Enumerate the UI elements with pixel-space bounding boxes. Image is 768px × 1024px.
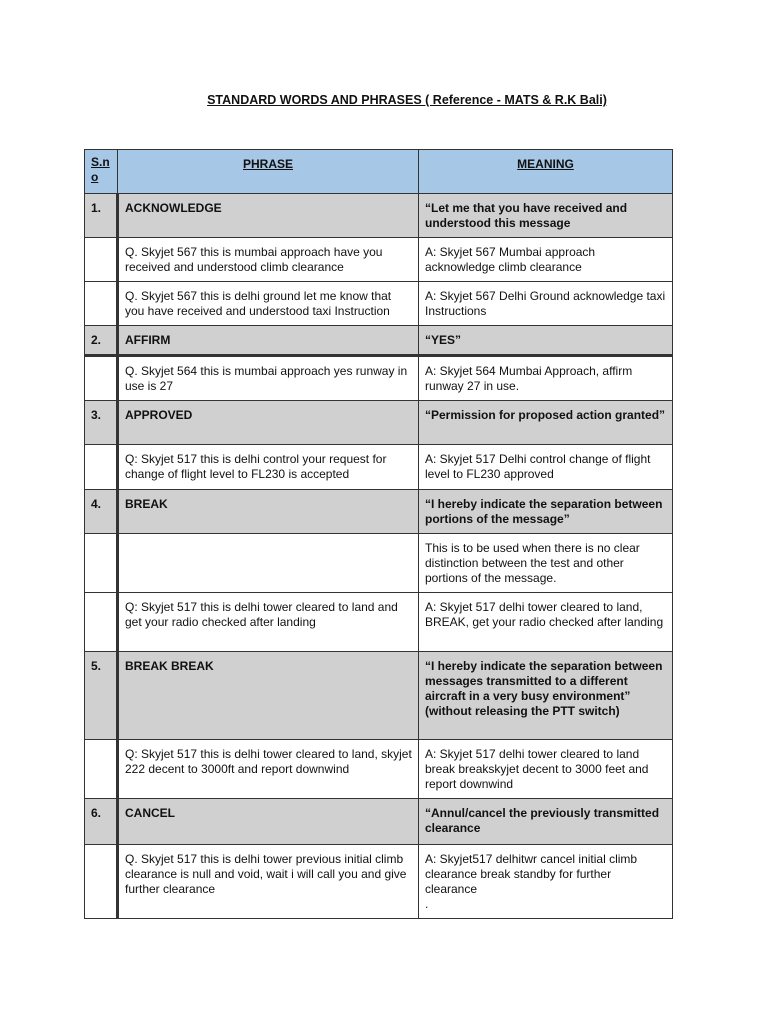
cell-sno: 6. — [85, 799, 118, 845]
cell-sno — [85, 445, 118, 490]
cell-phrase: BREAK BREAK — [118, 652, 419, 740]
cell-sno: 3. — [85, 401, 118, 445]
cell-phrase: BREAK — [118, 490, 419, 534]
example-row — [85, 534, 673, 593]
cell-sno: 2. — [85, 326, 118, 356]
cell-sno: 4. — [85, 490, 118, 534]
cell-meaning: A: Skyjet517 delhitwr cancel initial climb clearance break standby for further clearance . — [419, 845, 673, 919]
header-meaning: MEANING — [419, 150, 673, 194]
cell-sno — [85, 593, 118, 652]
cell-phrase: Q. Skyjet 567 this is mumbai approach have you received and understood climb clearance — [118, 238, 419, 282]
cell-meaning: “Annul/cancel the previously transmitted clearance — [419, 799, 673, 845]
example-row — [85, 445, 673, 490]
cell-phrase: ACKNOWLEDGE — [118, 194, 419, 238]
example-row — [85, 845, 673, 919]
table-body — [85, 194, 673, 919]
phrase-heading-row — [85, 194, 673, 238]
cell-sno — [85, 740, 118, 799]
document-title: STANDARD WORDS AND PHRASES ( Reference - MATS & R.K Bali) — [207, 93, 607, 107]
cell-meaning: A: Skyjet 567 Delhi Ground acknowledge taxi Instructions — [419, 282, 673, 326]
phrase-heading-row — [85, 401, 673, 445]
example-row — [85, 282, 673, 326]
cell-meaning: “Let me that you have received and understood this message — [419, 194, 673, 238]
cell-phrase: Q: Skyjet 517 this is delhi tower cleared to land and get your radio checked after landing — [118, 593, 419, 652]
cell-phrase: AFFIRM — [118, 326, 419, 356]
phrase-heading-row — [85, 326, 673, 356]
cell-phrase: Q: Skyjet 517 this is delhi tower cleared to land, skyjet 222 decent to 3000ft and report downwind — [118, 740, 419, 799]
cell-sno — [85, 845, 118, 919]
cell-meaning: “I hereby indicate the separation between portions of the message” — [419, 490, 673, 534]
header-sno: S.n o — [85, 150, 118, 194]
cell-sno: 1. — [85, 194, 118, 238]
cell-sno — [85, 238, 118, 282]
cell-sno — [85, 356, 118, 401]
phrase-heading-row — [85, 799, 673, 845]
phrase-heading-row — [85, 652, 673, 740]
cell-phrase: Q. Skyjet 517 this is delhi tower previous initial climb clearance is null and void, wait i will call you and give further clearance — [118, 845, 419, 919]
cell-meaning: “YES” — [419, 326, 673, 356]
cell-sno — [85, 282, 118, 326]
table-header-row — [85, 150, 673, 194]
header-phrase: PHRASE — [118, 150, 419, 194]
cell-phrase: Q. Skyjet 567 this is delhi ground let me know that you have received and understood taxi Instruction — [118, 282, 419, 326]
example-row — [85, 356, 673, 401]
cell-meaning: This is to be used when there is no clear distinction between the test and other portions of the message. — [419, 534, 673, 593]
cell-meaning: A: Skyjet 517 delhi tower cleared to land, BREAK, get your radio checked after landing — [419, 593, 673, 652]
example-row — [85, 593, 673, 652]
cell-meaning: A: Skyjet 564 Mumbai Approach, affirm runway 27 in use. — [419, 356, 673, 401]
cell-meaning: A: Skyjet 567 Mumbai approach acknowledge climb clearance — [419, 238, 673, 282]
cell-meaning: “I hereby indicate the separation between messages transmitted to a different aircraft in a very busy environment” (without releasing the PTT switch) — [419, 652, 673, 740]
cell-sno — [85, 534, 118, 593]
example-row — [85, 238, 673, 282]
cell-phrase: Q. Skyjet 564 this is mumbai approach yes runway in use is 27 — [118, 356, 419, 401]
cell-phrase — [118, 534, 419, 593]
cell-meaning: A: Skyjet 517 delhi tower cleared to land break breakskyjet decent to 3000 feet and report downwind — [419, 740, 673, 799]
cell-phrase: CANCEL — [118, 799, 419, 845]
cell-meaning: A: Skyjet 517 Delhi control change of flight level to FL230 approved — [419, 445, 673, 490]
phrase-heading-row — [85, 490, 673, 534]
cell-sno: 5. — [85, 652, 118, 740]
cell-phrase: Q: Skyjet 517 this is delhi control your request for change of flight level to FL230 is accepted — [118, 445, 419, 490]
phrases-table — [84, 149, 673, 919]
example-row — [85, 740, 673, 799]
cell-meaning: “Permission for proposed action granted” — [419, 401, 673, 445]
cell-phrase: APPROVED — [118, 401, 419, 445]
